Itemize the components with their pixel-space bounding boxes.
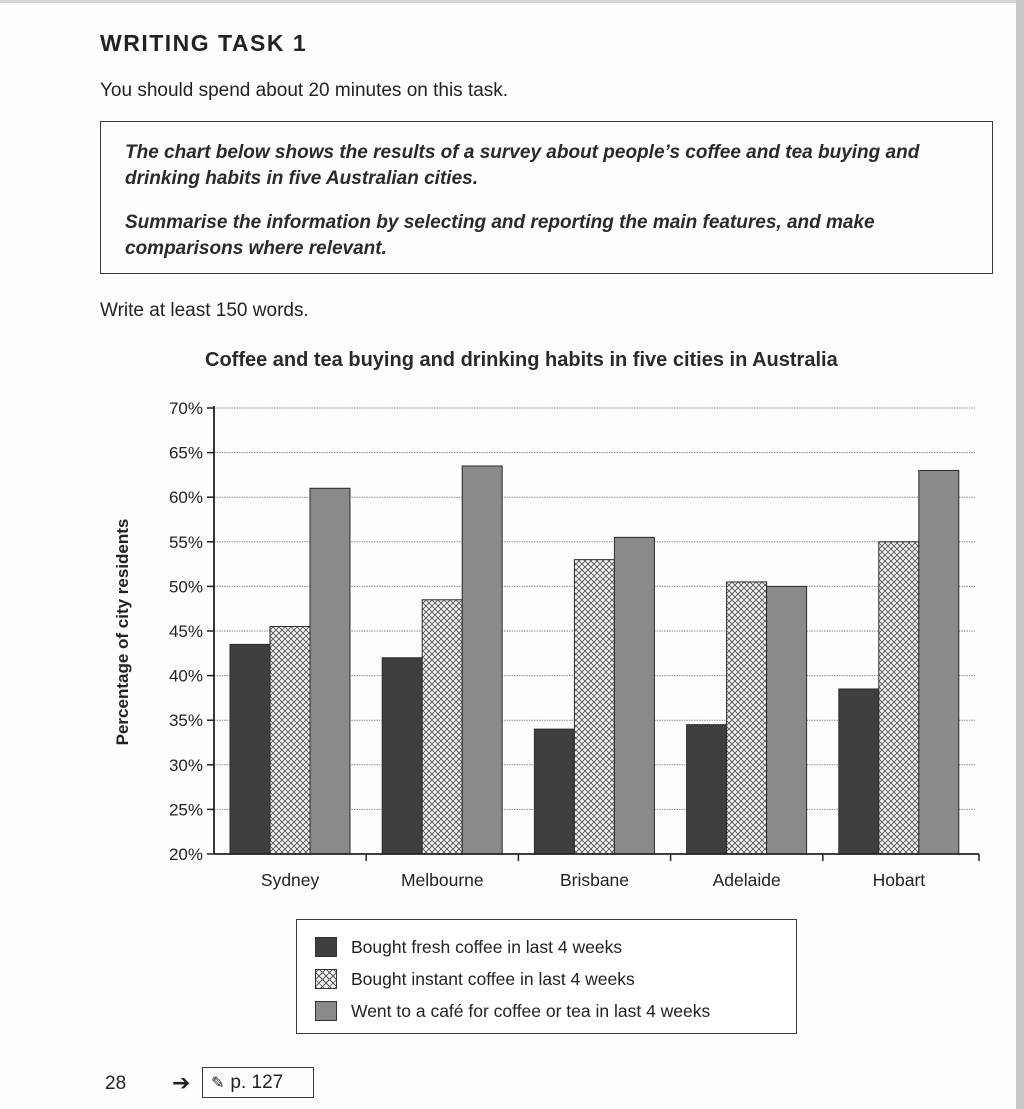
bar-cafe-adelaide: [767, 586, 807, 854]
y-tick-label: 60%: [168, 488, 203, 508]
x-tick-label: Brisbane: [559, 870, 630, 890]
bar-fresh-coffee-sydney: [230, 644, 270, 854]
page-reference: [202, 1067, 314, 1098]
x-tick-label: Melbourne: [400, 870, 484, 890]
bar-instant-coffee-melbourne: [422, 600, 462, 854]
bar-cafe-melbourne: [462, 466, 502, 854]
legend-item-instant-coffee: [315, 966, 635, 992]
y-tick-label: 45%: [168, 622, 203, 641]
x-tick-label: Adelaide: [712, 870, 781, 890]
legend-swatch-cafe: [315, 1001, 337, 1021]
task-heading: WRITING TASK 1: [100, 30, 308, 56]
legend-item-cafe: [315, 998, 710, 1024]
bar-cafe-sydney: [310, 488, 350, 854]
bar-cafe-brisbane: [614, 537, 654, 854]
word-count-instruction: Write at least 150 words.: [100, 300, 309, 321]
legend-swatch-instant-coffee: [315, 969, 337, 989]
y-tick-label: 35%: [168, 711, 203, 731]
task-description: The chart below shows the results of a survey about people’s coffee and tea buying and drinking habits in five Australian cities.: [125, 142, 920, 189]
task-instruction: Summarise the information by selecting and reporting the main features, and make comparisons where relevant.: [125, 212, 875, 259]
page-reference-label: p. 127: [230, 1071, 284, 1093]
y-tick-label: 30%: [168, 755, 203, 775]
y-tick-label: 25%: [168, 800, 203, 820]
legend-swatch-fresh-coffee: [315, 937, 337, 957]
time-instruction: You should spend about 20 minutes on this task.: [100, 80, 509, 101]
bar-fresh-coffee-adelaide: [687, 725, 727, 854]
page-number: 28: [105, 1073, 127, 1094]
legend-item-fresh-coffee: [315, 934, 622, 960]
y-tick-label: 40%: [168, 666, 203, 686]
arrow-icon: ➔: [172, 1070, 191, 1095]
bar-instant-coffee-brisbane: [574, 560, 614, 854]
y-tick-label: 65%: [168, 443, 203, 463]
legend-label-fresh-coffee: Bought fresh coffee in last 4 weeks: [351, 936, 623, 957]
x-tick-label: Hobart: [872, 870, 926, 890]
y-tick-label: 20%: [168, 845, 203, 864]
y-tick-label: 70%: [168, 399, 203, 418]
chart-legend: [296, 919, 797, 1034]
bar-fresh-coffee-brisbane: [534, 729, 574, 854]
y-axis-label: Percentage of city residents: [113, 518, 132, 746]
legend-label-cafe: Went to a café for coffee or tea in last 4 weeks: [351, 1000, 711, 1021]
x-tick-label: Sydney: [260, 870, 320, 890]
bar-fresh-coffee-melbourne: [382, 658, 422, 854]
y-tick-label: 55%: [168, 532, 203, 552]
bar-instant-coffee-adelaide: [727, 582, 767, 854]
y-tick-label: 50%: [168, 577, 203, 597]
bar-fresh-coffee-hobart: [839, 689, 879, 854]
legend-label-instant-coffee: Bought instant coffee in last 4 weeks: [351, 968, 635, 989]
bar-instant-coffee-hobart: [879, 542, 919, 854]
bar-cafe-hobart: [919, 470, 959, 854]
pencil-icon: ✎: [211, 1074, 225, 1092]
bar-instant-coffee-sydney: [270, 627, 310, 854]
chart-title: Coffee and tea buying and drinking habits in five cities in Australia: [205, 349, 838, 371]
